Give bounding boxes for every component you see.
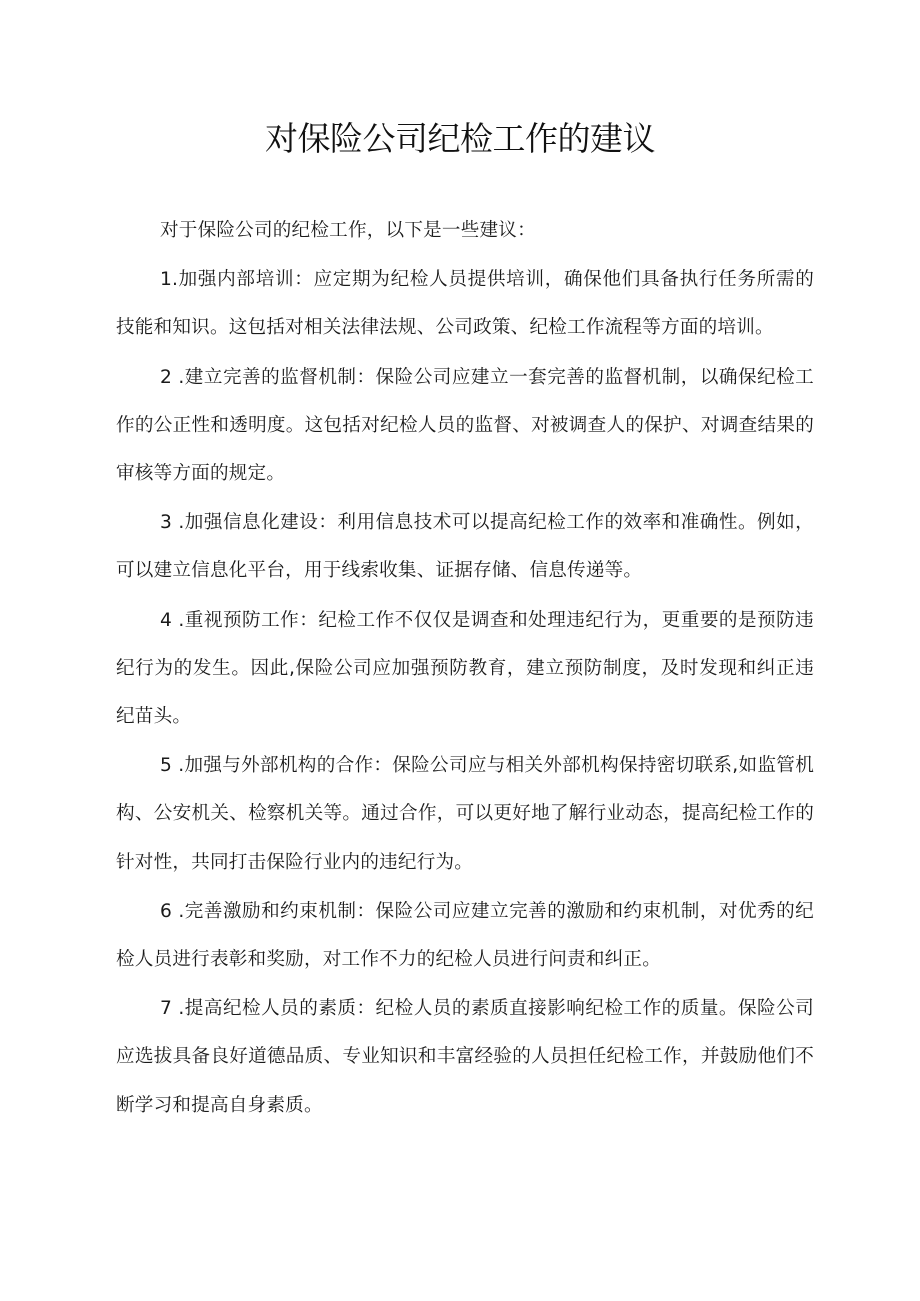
item-number: 4 . (160, 609, 185, 631)
intro-paragraph: 对于保险公司的纪检工作，以下是一些建议： (160, 220, 536, 241)
item-number: 7 . (160, 998, 185, 1020)
item-number: 1. (160, 269, 179, 291)
item-number: 2 . (160, 366, 185, 388)
list-item (116, 499, 814, 595)
item-text: 加强信息化建设：利用信息技术可以提高纪检工作的效率和准确性。例如，可以建立信息化平台，用于线索收集、证据存储、信息传递等。 (116, 512, 814, 582)
item-text: 加强内部培训：应定期为纪检人员提供培训，确保他们具备执行任务所需的技能和知识。这包括对相关法律法规、公司政策、纪检工作流程等方面的培训。 (116, 269, 814, 339)
item-text: 建立完善的监督机制：保险公司应建立一套完善的监督机制，以确保纪检工作的公正性和透明度。这包括对纪检人员的监督、对被调查人的保护、对调查结果的审核等方面的规定。 (116, 366, 814, 485)
list-item (116, 888, 814, 984)
item-number: 3 . (160, 512, 185, 534)
page-title: 对保险公司纪检工作的建议 (265, 119, 655, 158)
item-text: 加强与外部机构的合作：保险公司应与相关外部机构保持密切联系,如监管机构、公安机关、检察机关等。通过合作，可以更好地了解行业动态，提高纪检工作的针对性，共同打击保险行业内的违纪行为。 (116, 755, 814, 873)
item-text: 重视预防工作：纪检工作不仅仅是调查和处理违纪行为，更重要的是预防违纪行为的发生。因此,保险公司应加强预防教育，建立预防制度，及时发现和纠正违纪苗头。 (116, 609, 814, 728)
list-item (116, 354, 814, 499)
list-item (116, 256, 814, 352)
list-item (116, 985, 814, 1130)
document-body (116, 207, 814, 1130)
item-text: 提高纪检人员的素质：纪检人员的素质直接影响纪检工作的质量。保险公司应选拔具备良好道德品质、专业知识和丰富经验的人员担任纪检工作，并鼓励他们不断学习和提高自身素质。 (116, 998, 814, 1116)
list-item (116, 742, 814, 887)
item-number: 5 . (160, 755, 185, 777)
list-item (116, 597, 814, 742)
item-text: 完善激励和约束机制：保险公司应建立完善的激励和约束机制，对优秀的纪检人员进行表彰和奖励，对工作不力的纪检人员进行问责和纠正。 (116, 900, 814, 971)
item-number: 6 . (160, 900, 185, 922)
